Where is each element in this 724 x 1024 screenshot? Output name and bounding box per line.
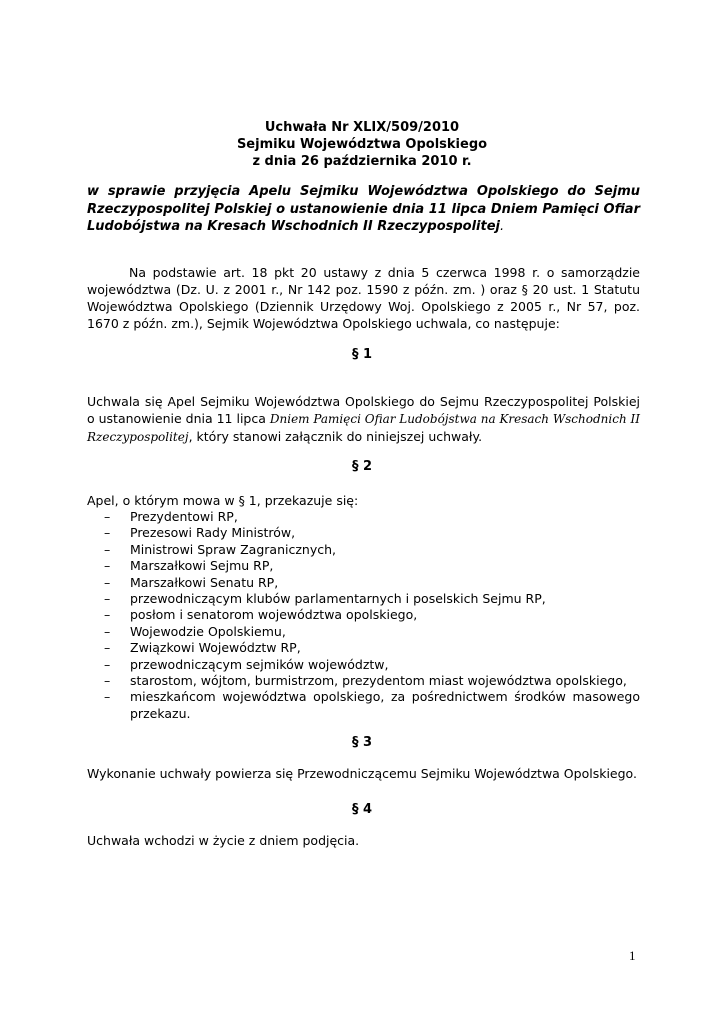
section-1-text-end: , który stanowi załącznik do niniejszej uchwały. [188, 429, 483, 444]
list-item [87, 624, 640, 640]
section-1-text [87, 393, 640, 446]
list-item [87, 575, 640, 591]
list-item [87, 640, 640, 656]
dash-bullet: – [104, 541, 111, 557]
list-item-text: Marszałkowi Senatu RP, [130, 574, 279, 590]
resolution-subject [87, 183, 640, 236]
list-item-text: przewodniczącym sejmików województw, [130, 656, 389, 672]
list-item-text: Prezydentowi RP, [130, 509, 238, 524]
resolution-issuer: Sejmiku Województwa Opolskiego [236, 137, 488, 152]
dash-bullet: – [104, 509, 111, 524]
section-1-italic-title: Dniem Pamięci Ofiar Ludobójstwa na Kresach Wschodnich II Rzeczypospolitej [87, 412, 640, 444]
dash-bullet: – [104, 607, 111, 623]
list-item-text: przewodniczącym klubów parlamentarnych i poselskich Sejmu RP, [130, 591, 546, 607]
list-item [87, 689, 640, 722]
list-item-text: Prezesowi Rady Ministrów, [130, 525, 296, 541]
page-number: 1 [629, 948, 636, 963]
dash-bullet: – [104, 591, 111, 607]
list-item-text: posłom i senatorom województwa opolskiego, [130, 607, 418, 623]
list-item [87, 558, 640, 574]
resolution-number: Uchwała Nr XLIX/509/2010 [264, 120, 460, 135]
dash-bullet: – [104, 689, 111, 705]
list-item-text: mieszkańcom województwa opolskiego, za pośrednictwem środków masowego przekazu. [130, 689, 640, 721]
section-3-heading: § 3 [351, 735, 373, 750]
dash-bullet: – [104, 640, 111, 656]
list-item [87, 509, 640, 525]
list-item-text: Marszałkowi Sejmu RP, [130, 558, 274, 574]
section-2-body [87, 492, 640, 722]
resolution-date: z dnia 26 października 2010 r. [252, 154, 472, 169]
section-4-body [87, 832, 640, 849]
dash-bullet: – [104, 525, 111, 541]
dash-bullet: – [104, 558, 111, 574]
section-2-heading: § 2 [351, 459, 373, 474]
section-1-body [87, 393, 640, 446]
list-item [87, 657, 640, 673]
list-item [87, 542, 640, 558]
list-item-text: Związkowi Województw RP, [130, 640, 301, 656]
list-item [87, 525, 640, 541]
resolution-header [0, 119, 724, 170]
section-3-body [87, 765, 640, 782]
section-2-intro: Apel, o którym mowa w § 1, przekazuje się: [87, 493, 359, 508]
subject-period: . [500, 219, 505, 234]
preamble-text: Na podstawie art. 18 pkt 20 ustawy z dnia 5 czerwca 1998 r. o samorządzie województwa (Dz. U. z 2001 r., Nr 142 poz. 1590 z późn. zm. ) oraz § 20 ust. 1 Statutu Województwa Opolskiego (Dziennik Urzędowy Woj. Opolskiego z 2005 r., Nr 57, poz. 1670 z późn. zm.), Sejmik Województwa Opolskiego uchwala, co następuje: [87, 265, 640, 331]
list-item-text: Ministrowi Spraw Zagranicznych, [130, 541, 336, 557]
section-3-text: Wykonanie uchwały powierza się Przewodniczącemu Sejmiku Województwa Opolskiego. [87, 766, 637, 781]
dash-bullet: – [104, 656, 111, 672]
section-1-heading: § 1 [351, 347, 373, 362]
section-4-text: Uchwała wchodzi w życie z dniem podjęcia. [87, 833, 360, 848]
list-item [87, 591, 640, 607]
list-item-text: Wojewodzie Opolskiemu, [130, 623, 286, 639]
subject-text: w sprawie przyjęcia Apelu Sejmiku Województwa Opolskiego do Sejmu Rzeczypospolitej Polskiej o ustanowienie dnia 11 lipca Dniem Pamięci Ofiar Ludobójstwa na Kresach Wschodnich II Rzeczypospolitej [87, 184, 640, 234]
list-item-text: starostom, wójtom, burmistrzom, prezydentom miast województwa opolskiego, [130, 673, 627, 689]
dash-bullet: – [104, 623, 111, 639]
list-item [87, 607, 640, 623]
dash-bullet: – [104, 574, 111, 590]
section-4-heading: § 4 [351, 802, 373, 817]
section-1-text-start: Uchwala się Apel Sejmiku Województwa Opolskiego do Sejmu Rzeczypospolitej Polskiej o ustanowienie dnia 11 lipca [87, 394, 640, 426]
dash-bullet: – [104, 673, 111, 689]
preamble-block [87, 264, 640, 332]
list-item [87, 673, 640, 689]
recipient-list [87, 509, 640, 722]
